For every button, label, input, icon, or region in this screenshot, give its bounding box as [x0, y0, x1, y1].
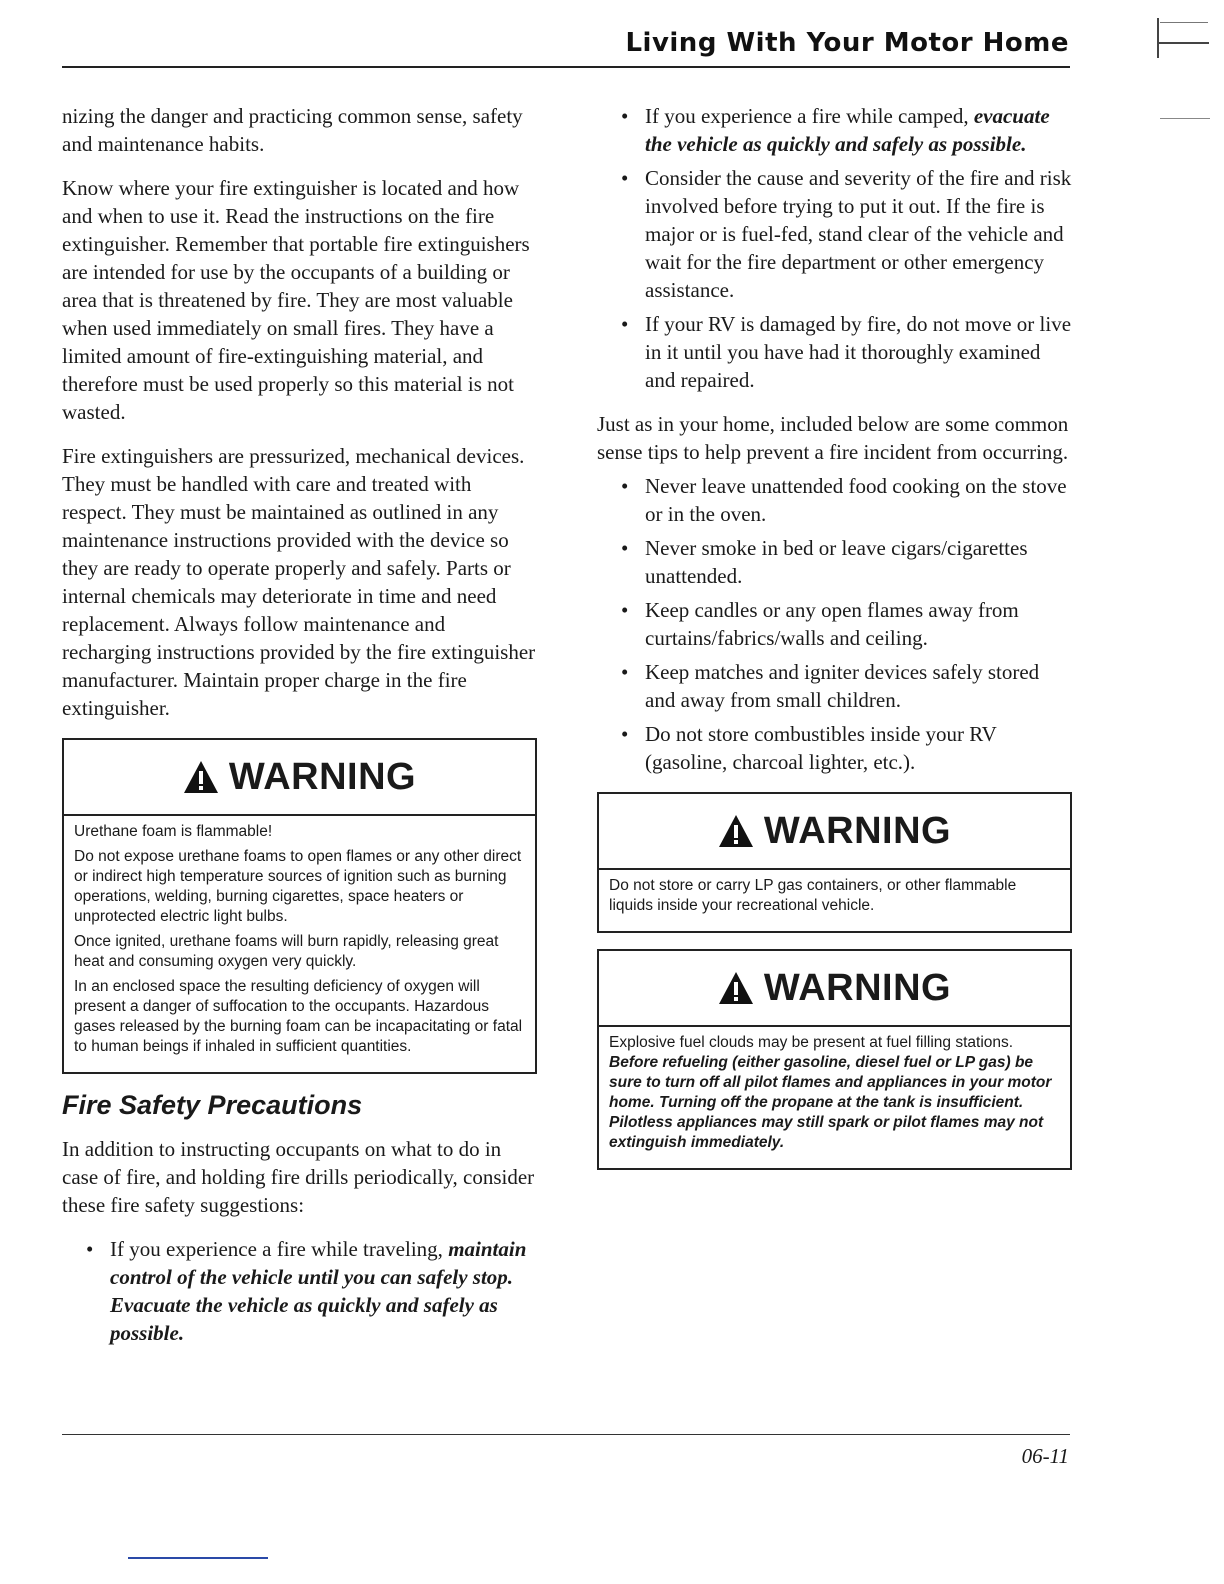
list-item: [621, 164, 1072, 304]
warning-box-lp-gas: [597, 792, 1072, 933]
tips-list: [597, 472, 1072, 776]
bullet-text: If you experience a fire while camped,: [645, 104, 969, 128]
bullet-dot: •: [621, 312, 629, 336]
list-item: [621, 658, 1072, 714]
bullet-text: If your RV is damaged by fire, do not move or live in it until you have had it thoroughly examined and repaired.: [645, 312, 1072, 392]
bullet-list: [597, 102, 1072, 394]
warning-line: [609, 1033, 1060, 1153]
section-intro: In addition to instructing occupants on what to do in case of fire, and holding fire drills periodically, consider these fire safety suggestions:: [62, 1137, 535, 1217]
margin-tab-mark: [1160, 22, 1208, 23]
warning-box-refueling: [597, 949, 1072, 1170]
bullet-dot: •: [621, 536, 629, 560]
tip-text: Never smoke in bed or leave cigars/cigarettes unattended.: [645, 536, 1028, 588]
list-item: [621, 310, 1072, 394]
list-item: [621, 472, 1072, 528]
warning-triangle-icon: [183, 760, 219, 794]
margin-tab-mark: [1157, 18, 1159, 58]
warning-triangle-icon: [718, 971, 754, 1005]
section-heading: Fire Safety Precautions: [62, 1090, 363, 1120]
warning-line: Do not expose urethane foams to open flames or any other direct or indirect high temperature sources of ignition such as burning operations, welding, burning cigarettes, space heaters or unprotected electric light bulbs.: [74, 848, 522, 925]
list-item: [621, 102, 1072, 158]
warning-body: [599, 1027, 1070, 1168]
warning-body: [64, 816, 535, 1072]
tip-text: Never leave unattended food cooking on the stove or in the oven.: [645, 474, 1067, 526]
warning-line: Once ignited, urethane foams will burn rapidly, releasing great heat and consuming oxygen very quickly.: [74, 933, 499, 970]
warning-title: WARNING: [763, 809, 952, 852]
body-paragraph: Fire extinguishers are pressurized, mechanical devices. They must be handled with care and treated with respect. They must be maintained as outlined in any maintenance instructions provided with the device so they are ready to operate properly and safely. Parts or internal chemicals may deteriorate in time and need replacement. Always follow maintenance and recharging instructions provided by the fire extinguisher manufacturer. Maintain proper charge in the fire extinguisher.: [62, 444, 536, 720]
footer-rule: [62, 1434, 1070, 1435]
warning-line: Do not store or carry LP gas containers, or other flammable liquids inside your recreational vehicle.: [609, 877, 1017, 914]
bullet-dot: •: [621, 660, 629, 684]
body-paragraph: Know where your fire extinguisher is located and how and when to use it. Read the instructions on the fire extinguisher. Remember that portable fire extinguishers are intended for use by the occupants of a building or area that is threatened by fire. They are most valuable when used immediately on small fires. They have a limited amount of fire-extinguishing material, and therefore must be used properly so this material is not wasted.: [62, 176, 530, 424]
bullet-list: [62, 1235, 537, 1347]
bullet-dot: •: [621, 166, 629, 190]
margin-tab-mark: [1160, 118, 1210, 119]
warning-header: [599, 794, 1070, 870]
right-column: [597, 102, 1072, 1186]
warning-triangle-icon: [718, 814, 754, 848]
warning-text-plain: Explosive fuel clouds may be present at fuel filling stations.: [609, 1034, 1014, 1051]
bottom-edge-mark: [128, 1557, 268, 1559]
bullet-text: Consider the cause and severity of the fire and risk involved before trying to put it out. If the fire is major or is fuel-fed, stand clear of the vehicle and wait for the fire department or other emergency assistance.: [645, 166, 1072, 302]
page-number: 06-11: [1021, 1444, 1069, 1468]
warning-header: [599, 951, 1070, 1027]
margin-tab-mark: [1157, 42, 1209, 44]
bullet-dot: •: [621, 104, 629, 128]
bullet-dot: •: [86, 1237, 94, 1261]
tips-intro: Just as in your home, included below are some common sense tips to help prevent a fire incident from occurring.: [597, 412, 1069, 464]
bullet-emphasis: evacuate the vehicle as quickly and safely as possible.: [645, 104, 1050, 156]
tip-text: Keep candles or any open flames away from curtains/fabrics/walls and ceiling.: [645, 598, 1019, 650]
bullet-emphasis: maintain control of the vehicle until you can safely stop. Evacuate the vehicle as quickly and safely as possible.: [110, 1237, 527, 1345]
bullet-dot: •: [621, 722, 629, 746]
warning-title: WARNING: [763, 966, 952, 1009]
warning-line: Urethane foam is flammable!: [74, 823, 273, 840]
warning-body: [599, 870, 1070, 931]
bullet-dot: •: [621, 598, 629, 622]
running-header-title: Living With Your Motor Home: [625, 28, 1069, 58]
warning-header: [64, 740, 535, 816]
warning-line: In an enclosed space the resulting deficiency of oxygen will present a danger of suffocation to the occupants. Hazardous gases released by the burning foam can be incapacitating or fatal to human beings if inhaled in sufficient quantities.: [74, 978, 523, 1055]
body-paragraph: nizing the danger and practicing common sense, safety and maintenance habits.: [62, 104, 523, 156]
tip-text: Keep matches and igniter devices safely stored and away from small children.: [645, 660, 1040, 712]
list-item: [621, 596, 1072, 652]
header-rule: [62, 66, 1070, 68]
list-item: [621, 720, 1072, 776]
bullet-dot: •: [621, 474, 629, 498]
list-item: [86, 1235, 537, 1347]
left-column: [62, 102, 537, 1363]
bullet-text: If you experience a fire while traveling,: [110, 1237, 443, 1261]
list-item: [621, 534, 1072, 590]
warning-title: WARNING: [228, 755, 417, 798]
tip-text: Do not store combustibles inside your RV (gasoline, charcoal lighter, etc.).: [645, 722, 997, 774]
warning-text-emphasis: Before refueling (either gasoline, diesel fuel or LP gas) be sure to turn off all pilot flames and appliances in your motor home. Turning off the propane at the tank is insufficient. Pilotless appliances may still spark or pilot flames may not extinguish immediately.: [609, 1054, 1052, 1151]
warning-box-urethane: [62, 738, 537, 1074]
